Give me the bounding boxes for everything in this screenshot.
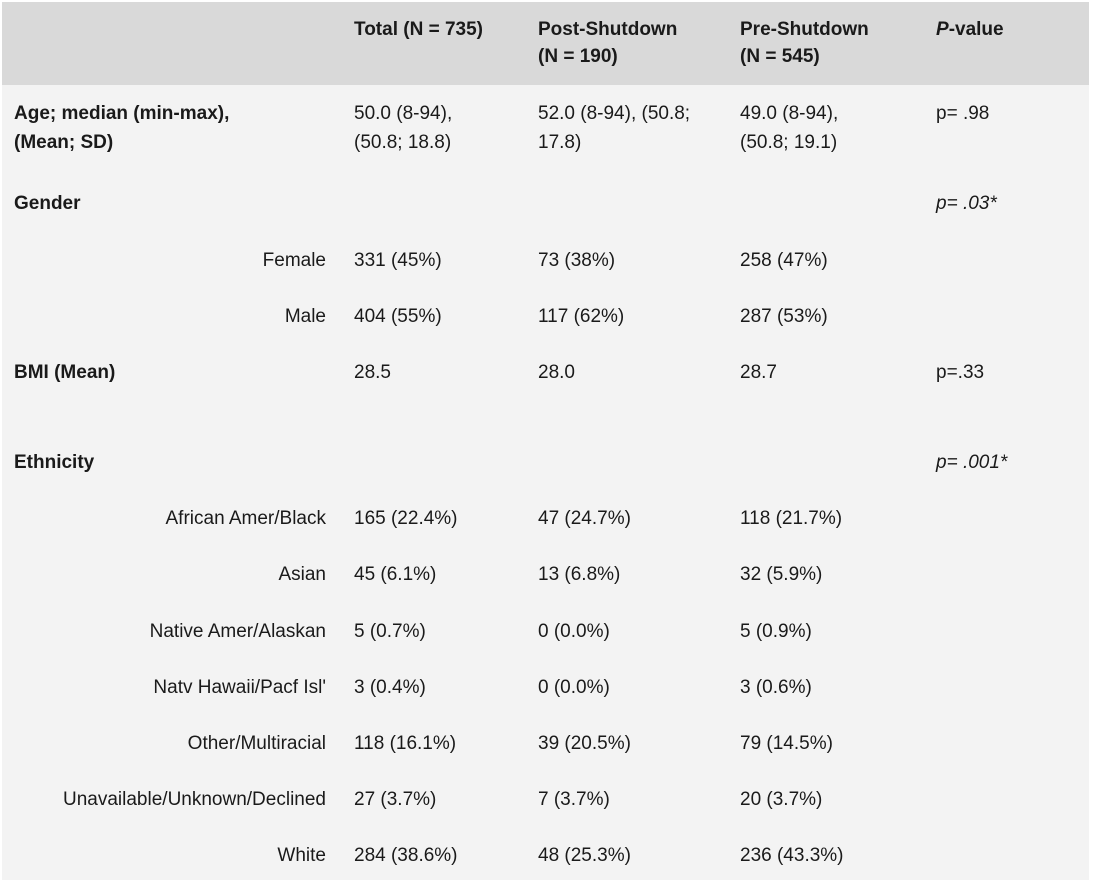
ethnicity-label: Ethnicity [14,452,95,473]
header-post-shutdown-n: (N = 190) [538,46,618,67]
gender-p-value: p= .03* [936,193,997,214]
gender-row-label: Male [284,306,326,327]
ethnicity-row-pre: 79 (14.5%) [740,733,833,754]
header-p-italic: P [936,19,949,40]
ethnicity-row-post: 39 (20.5%) [538,733,631,754]
gender-row-total: 404 (55%) [354,306,442,327]
age-pre-line2: (50.8; 19.1) [740,132,838,153]
ethnicity-row-post: 7 (3.7%) [538,789,610,810]
gender-row-post: 73 (38%) [538,250,616,271]
ethnicity-row-label: White [277,845,326,866]
ethnicity-row-pre: 5 (0.9%) [740,621,812,642]
ethnicity-row-label: African Amer/Black [165,508,326,529]
ethnicity-row-total: 165 (22.4%) [354,508,458,529]
gender-label: Gender [14,193,81,214]
ethnicity-row-post: 0 (0.0%) [538,677,610,698]
header-pre-shutdown: Pre-Shutdown [740,19,869,40]
ethnicity-row-total: 3 (0.4%) [354,677,426,698]
age-label-line2: (Mean; SD) [14,132,114,153]
bmi-total: 28.5 [354,362,391,383]
gender-row-post: 117 (62%) [538,306,625,327]
age-total-line2: (50.8; 18.8) [354,132,452,153]
ethnicity-row-total: 27 (3.7%) [354,789,437,810]
ethnicity-row-label: Asian [278,564,326,585]
ethnicity-row-label: Native Amer/Alaskan [149,621,326,642]
ethnicity-row-pre: 32 (5.9%) [740,564,823,585]
ethnicity-row-total: 45 (6.1%) [354,564,437,585]
header-pre-shutdown-n: (N = 545) [740,46,820,67]
bmi-p-value: p=.33 [936,362,985,383]
ethnicity-row-post: 0 (0.0%) [538,621,610,642]
ethnicity-row-total: 284 (38.6%) [354,845,458,866]
bmi-label: BMI (Mean) [14,362,116,383]
ethnicity-row-pre: 118 (21.7%) [740,508,843,529]
ethnicity-p-value: p= .001* [936,452,1008,473]
ethnicity-row-post: 13 (6.8%) [538,564,621,585]
ethnicity-row-label: Other/Multiracial [187,733,326,754]
header-post-shutdown: Post-Shutdown [538,19,678,40]
age-total: 50.0 (8-94), [354,103,453,124]
ethnicity-row-post: 48 (25.3%) [538,845,631,866]
gender-row-total: 331 (45%) [354,250,442,271]
gender-row-pre: 287 (53%) [740,306,828,327]
header-total: Total (N = 735) [354,19,483,40]
bmi-post: 28.0 [538,362,575,383]
age-post-line2: 17.8) [538,132,582,153]
ethnicity-row-total: 118 (16.1%) [354,733,457,754]
header-p-rest: -value [948,19,1004,40]
ethnicity-row-label: Natv Hawaii/Pacf Isl' [153,677,326,698]
ethnicity-row-post: 47 (24.7%) [538,508,631,529]
ethnicity-row-pre: 236 (43.3%) [740,845,844,866]
gender-row-label: Female [262,250,326,271]
bmi-pre: 28.7 [740,362,777,383]
age-post: 52.0 (8-94), (50.8; [538,103,691,124]
ethnicity-row-pre: 20 (3.7%) [740,789,823,810]
gender-row-pre: 258 (47%) [740,250,828,271]
age-pre: 49.0 (8-94), [740,103,839,124]
ethnicity-row-total: 5 (0.7%) [354,621,426,642]
demographics-table [2,2,1089,880]
age-p-value: p= .98 [936,103,990,124]
header-p-value [936,15,1004,44]
ethnicity-row-pre: 3 (0.6%) [740,677,812,698]
age-label: Age; median (min-max), [14,103,230,124]
ethnicity-row-label: Unavailable/Unknown/Declined [63,789,326,810]
